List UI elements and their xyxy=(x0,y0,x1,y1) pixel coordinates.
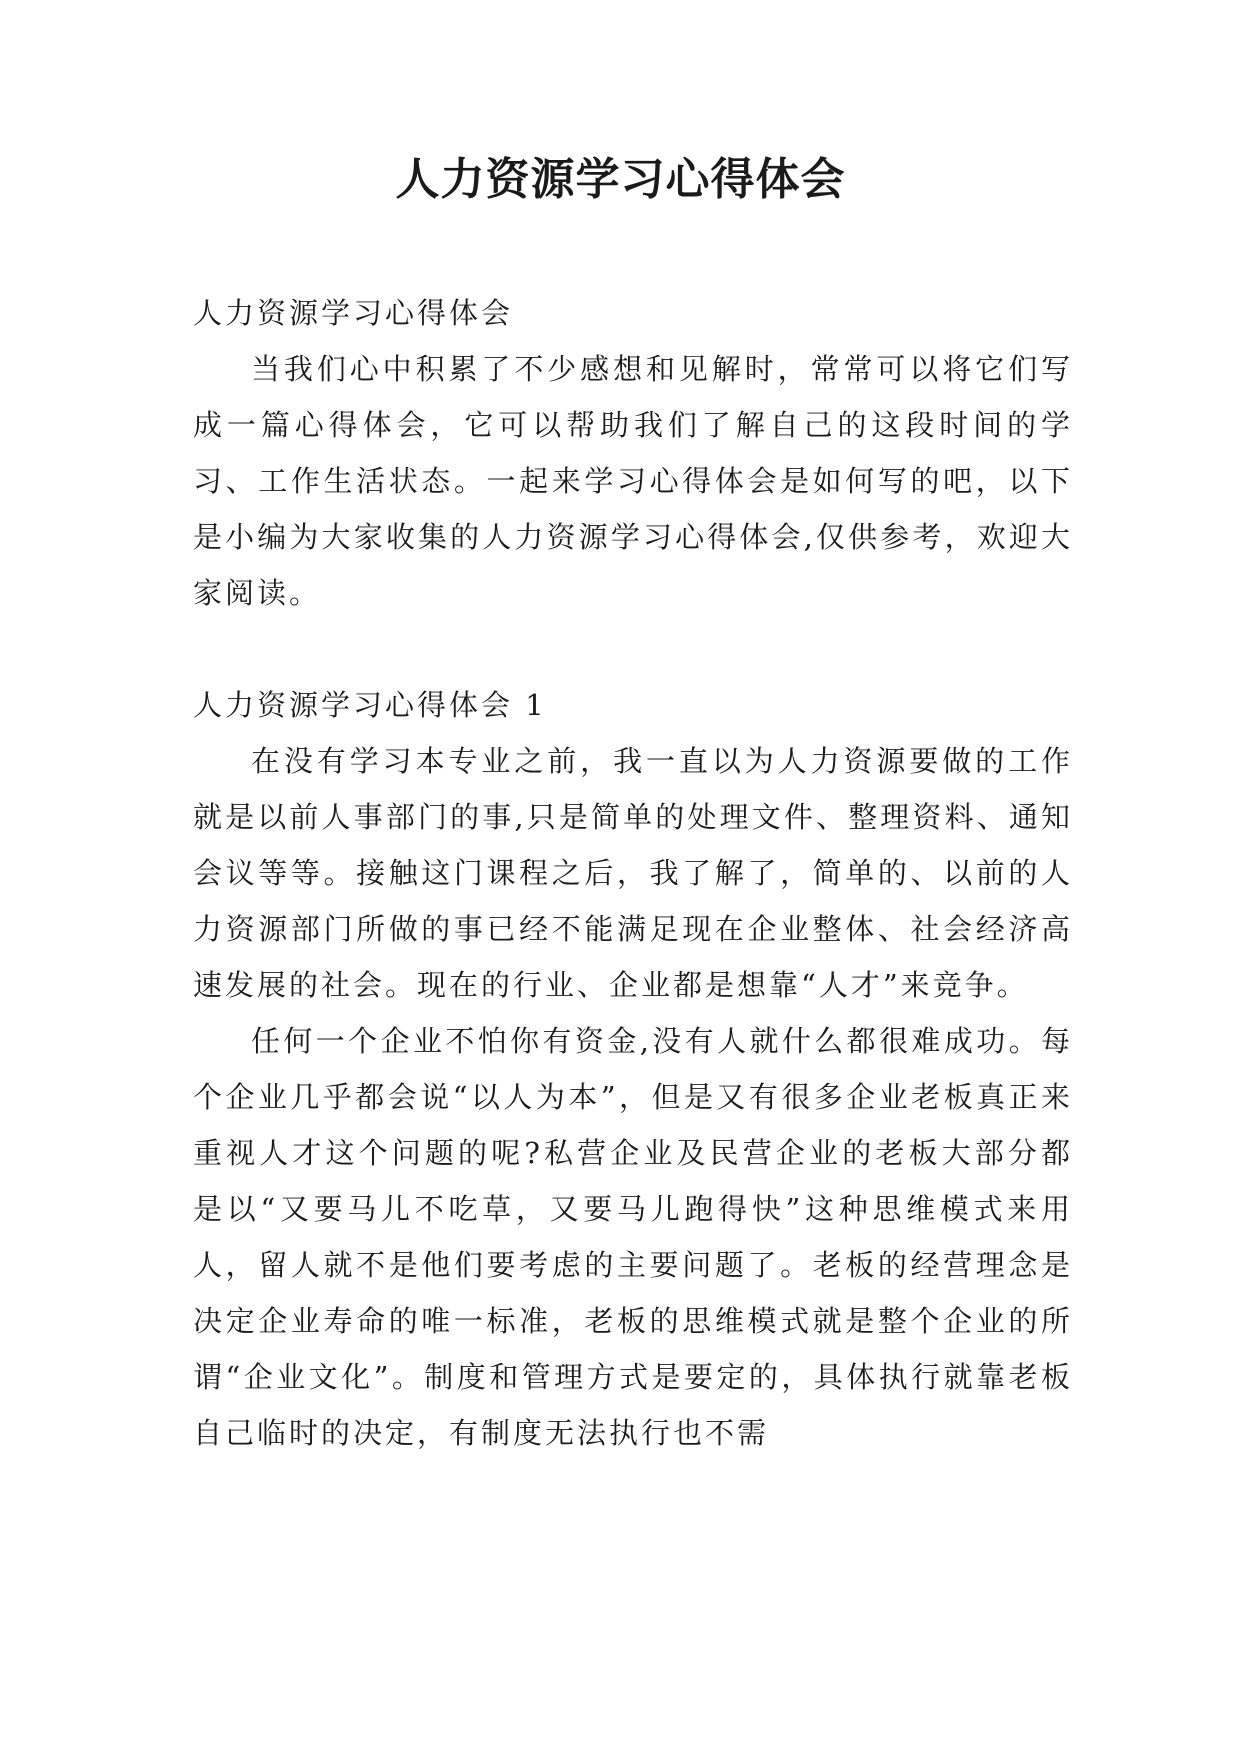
document-title: 人力资源学习心得体会 xyxy=(395,154,846,205)
section-heading-1: 人力资源学习心得体会 1 xyxy=(193,688,547,722)
section-spacer xyxy=(193,621,1073,677)
body-paragraph-1: 在没有学习本专业之前，我一直以为人力资源要做的工作就是以前人事部门的事,只是简单的处理文件、整理资料、通知会议等等。接触这门课程之后，我了解了，简单的、以前的人力资源部门所做的事已经不能满足现在企业整体、社会经济高速发展的社会。现在的行业、企业都是想靠“人才”来竞争。 xyxy=(193,744,1073,1002)
body-paragraph-2: 任何一个企业不怕你有资金,没有人就什么都很难成功。每个企业几乎都会说“以人为本”，但是又有很多企业老板真正来重视人才这个问题的呢?私营企业及民营企业的老板大部分都是以“又要马儿不吃草，又要马儿跑得快”这种思维模式来用人，留人就不是他们要考虑的主要问题了。老板的经营理念是决定企业寿命的唯一标准，老板的思维模式就是整个企业的所谓“企业文化”。制度和管理方式是要定的，具体执行就靠老板自己临时的决定，有制度无法执行也不需 xyxy=(193,1024,1073,1450)
document-body xyxy=(193,285,1073,1461)
section-heading-intro: 人力资源学习心得体会 xyxy=(193,296,514,330)
intro-paragraph: 当我们心中积累了不少感想和见解时，常常可以将它们写成一篇心得体会，它可以帮助我们了解自己的这段时间的学习、工作生活状态。一起来学习心得体会是如何写的吧，以下是小编为大家收集的人力资源学习心得体会,仅供参考，欢迎大家阅读。 xyxy=(193,352,1073,610)
